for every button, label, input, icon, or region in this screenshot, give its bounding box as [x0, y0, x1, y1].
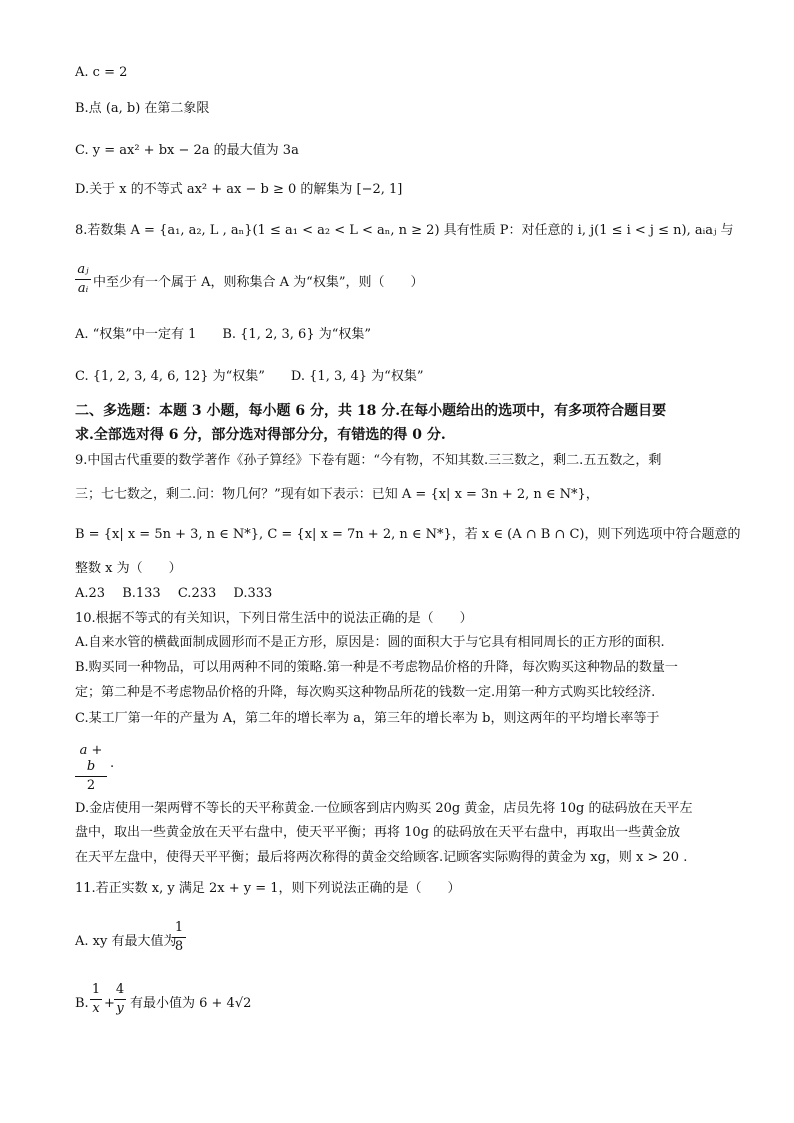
fraction-bar	[75, 776, 107, 777]
question-9-line-4: 整数 x 为（ ）	[75, 561, 182, 576]
fraction-denominator: 8	[174, 939, 184, 954]
question-10-option-d-1: D.金店使用一架两臂不等长的天平称黄金.一位顾客到店内购买 20g 黄金，店员先将 10g 的砝码放在天平左	[75, 801, 693, 816]
option-b-quadrant: B.点 (a, b) 在第二象限	[75, 101, 210, 116]
question-10-option-a: A.自来水管的横截面制成圆形而不是正方形，原因是：圆的面积大于与它具有相同周长的正方形的面积.	[75, 635, 665, 650]
question-8-options-cd: C. {1, 2, 3, 4, 6, 12} 为“权集” D. {1, 3, 4} 为“权集”	[75, 369, 424, 384]
question-8-stem-cont: 中至少有一个属于 A，则称集合 A 为“权集”，则（ ）	[93, 275, 424, 290]
option-d-solution-set: D.关于 x 的不等式 ax² + ax − b ≥ 0 的解集为 [−2, 1]	[75, 182, 403, 197]
question-10-option-c-fraction	[75, 743, 107, 794]
fraction-numerator: 4	[115, 982, 125, 997]
question-11-option-b-tail: 有最小值为 6 + 4√2	[130, 996, 252, 1011]
section-2-heading-2: 求.全部选对得 6 分，部分选对得部分分，有错选的得 0 分.	[75, 427, 446, 443]
question-11-option-b-plus: +	[104, 996, 115, 1011]
question-10-option-c-period: .	[110, 756, 115, 771]
fraction-bar	[90, 999, 102, 1000]
fraction-bar	[114, 999, 126, 1000]
fraction-denominator: x	[92, 1001, 100, 1016]
question-10-option-d-2: 盘中，取出一些黄金放在天平右盘中，使天平平衡；再将 10g 的砝码放在天平右盘中，再取出一些黄金放	[75, 825, 681, 840]
fraction-bar	[75, 279, 91, 280]
question-8-stem: 8.若数集 A = {a₁, a₂, L , aₙ}(1 ≤ a₁ < a₂ < L < aₙ, n ≥ 2) 具有性质 P：对任意的 i, j(1 ≤ i < j ≤ n), aᵢaⱼ 与	[75, 223, 734, 238]
question-10-option-d-3: 在天平左盘中，使得天平平衡；最后将两次称得的黄金交给顾客.记顾客实际购得的黄金为 xg，则 x > 20 .	[75, 850, 688, 865]
question-10-stem: 10.根据不等式的有关知识，下列日常生活中的说法正确的是（ ）	[75, 611, 473, 626]
fraction-denominator: 2	[86, 778, 96, 793]
option-a-c-equals-2: A. c = 2	[75, 65, 128, 80]
question-9-line-3: B = {x| x = 5n + 3, n ∈ N*}, C = {x| x = 7n + 2, n ∈ N*}，若 x ∈ (A ∩ B ∩ C)，则下列选项中符合题意的	[75, 527, 741, 542]
question-11-stem: 11.若正实数 x, y 满足 2x + y = 1，则下列说法正确的是（ ）	[75, 881, 461, 896]
fraction-denominator: aᵢ	[77, 281, 89, 296]
question-8-options-ab: A. “权集”中一定有 1 B. {1, 2, 3, 6} 为“权集”	[75, 327, 372, 342]
question-10-option-b-1: B.购买同一种物品，可以用两种不同的策略.第一种是不考虑物品价格的升降，每次购买这种物品的数量一	[75, 660, 678, 675]
fraction-denominator: y	[116, 1001, 124, 1016]
question-9-options: A.23 B.133 C.233 D.333	[75, 586, 273, 601]
question-11-option-b-fraction-1	[90, 982, 102, 1017]
question-11-option-a-fraction	[172, 920, 186, 955]
question-10-option-b-2: 定；第二种是不考虑物品价格的升降，每次购买这种物品所花的钱数一定.用第一种方式购买比较经济.	[75, 685, 656, 700]
question-11-option-a: A. xy 有最大值为	[75, 934, 177, 949]
question-9-line-1: 9.中国古代重要的数学著作《孙子算经》下卷有题：“今有物，不知其数.三三数之，剩二.五五数之，剩	[75, 453, 662, 468]
question-8-fraction	[75, 262, 91, 297]
question-9-line-2: 三；七七数之，剩二.问：物几何？”现有如下表示：已知 A = {x| x = 3n + 2, n ∈ N*}，	[75, 487, 599, 502]
question-11-option-b-label: B.	[75, 996, 89, 1011]
option-c-max-value: C. y = ax² + bx − 2a 的最大值为 3a	[75, 143, 299, 158]
question-10-option-c-1: C.某工厂第一年的产量为 A，第二年的增长率为 a，第三年的增长率为 b，则这两年的平均增长率等于	[75, 711, 660, 726]
section-2-heading-1: 二、多选题：本题 3 小题，每小题 6 分，共 18 分.在每小题给出的选项中，有多项符合题目要	[75, 403, 667, 419]
fraction-numerator: 1	[91, 982, 101, 997]
fraction-bar	[172, 937, 186, 938]
fraction-numerator: 1	[174, 920, 184, 935]
question-11-option-b-fraction-2	[114, 982, 126, 1017]
fraction-numerator: a + b	[79, 743, 103, 774]
fraction-numerator: aⱼ	[77, 262, 89, 277]
